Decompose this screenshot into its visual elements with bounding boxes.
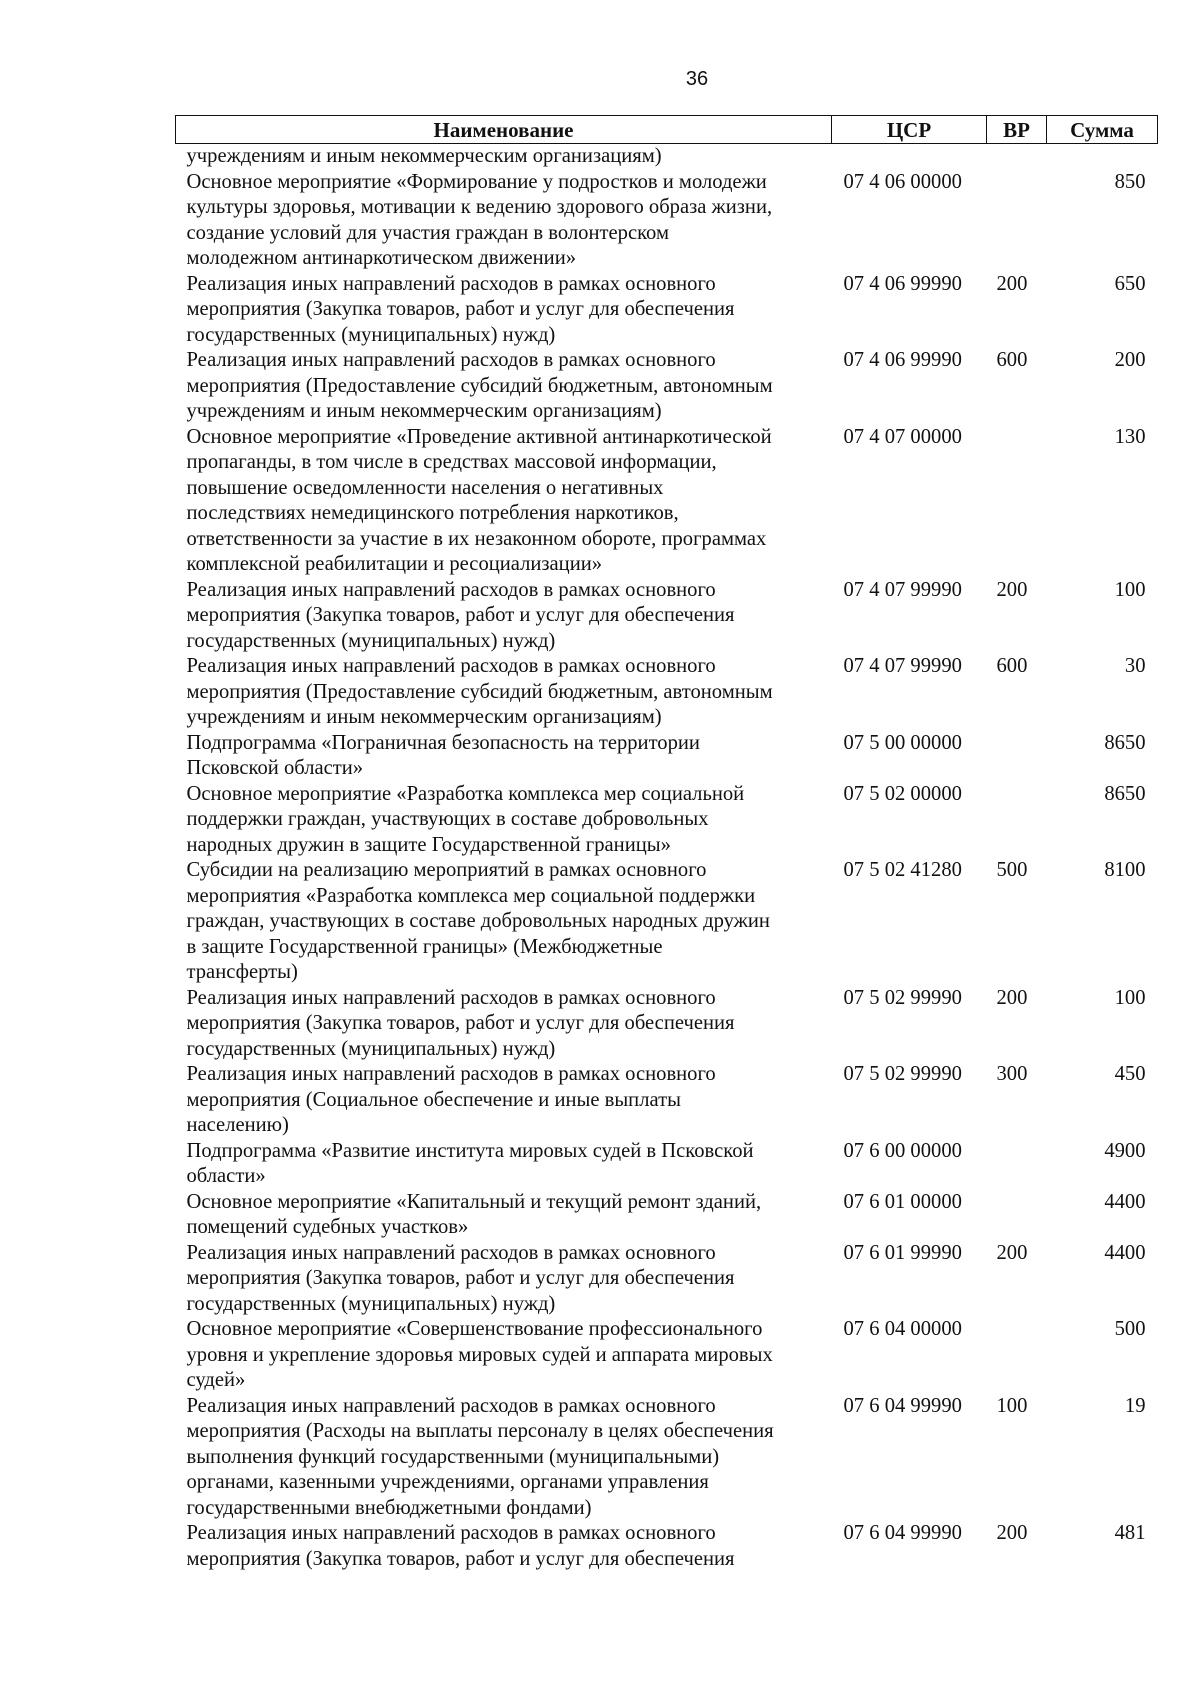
row-name-line: учреждениям и иным некоммерческим организациям) [186,400,662,422]
row-vr [987,1317,1047,1394]
table-row [176,272,1158,349]
row-name [176,170,832,272]
header-csr: ЦСР [832,116,987,144]
row-csr: 07 4 06 99990 [843,272,962,295]
row-name-line: мероприятия (Закупка товаров, работ и услуг для обеспечения [186,1267,735,1289]
row-vr: 100 [996,1394,1028,1417]
row-csr: 07 6 04 00000 [843,1318,962,1340]
table-row [176,858,1158,986]
row-name-line: комплексной реабилитации и ресоциализации» [186,553,603,575]
row-name-line: помещений судебных участков» [186,1216,469,1238]
header-row [176,116,1158,144]
row-name [176,1394,832,1522]
row-name-line: учреждениям и иным некоммерческим организациям) [186,145,662,167]
row-name-line: Основное мероприятие «Проведение активной антинаркотической [186,425,772,448]
row-name-line: уровня и укрепление здоровья мировых судей и аппарата мировых [186,1343,773,1366]
row-sum: 8650 [1104,731,1146,754]
row-name [176,1241,832,1318]
page-number: 36 [685,68,709,90]
row-name [176,1317,832,1394]
row-name-line: мероприятия (Закупка товаров, работ и услуг для обеспечения [186,604,735,626]
row-vr [987,782,1047,859]
table-row [176,425,1158,578]
row-name-line: Реализация иных направлений расходов в рамках основного [186,272,716,295]
row-name-line: государственными внебюджетными фондами) [186,1496,592,1519]
row-name [176,1062,832,1139]
row-name-line: в защите Государственной границы» (Межбюджетные [186,935,663,958]
row-sum: 8650 [1104,782,1146,805]
row-sum: 100 [1114,986,1146,1009]
row-name-line: мероприятия (Предоставление субсидий бюджетным, автономным [186,374,773,397]
budget-table [175,115,1158,1572]
row-name-line: Псковской области» [186,757,364,779]
row-vr: 200 [996,272,1028,295]
row-name [176,272,832,349]
row-name-line: Реализация иных направлений расходов в рамках основного [186,655,716,677]
table-row [176,578,1158,655]
row-name-line: поддержки граждан, участвующих в составе добровольных [186,808,709,830]
row-vr [987,731,1047,782]
row-sum: 130 [1114,425,1146,448]
row-name-line: ответственности за участие в их незаконном обороте, программах [186,527,767,550]
row-name-line: выполнения функций государственными (муниципальными) [186,1445,720,1468]
row-name-line: государственных (муниципальных) нужд) [186,1292,556,1315]
row-vr [987,170,1047,272]
row-sum: 850 [1114,170,1146,193]
table-row [176,1190,1158,1241]
table-row [176,1394,1158,1522]
row-name-line: Основное мероприятие «Формирование у подростков и молодежи [186,170,767,193]
table-row [176,986,1158,1063]
row-name [176,1190,832,1241]
row-name-line: мероприятия (Закупка товаров, работ и услуг для обеспечения [186,1547,735,1570]
row-name [176,654,832,731]
row-name-line: народных дружин в защите Государственной границы» [186,833,671,856]
row-name [176,858,832,986]
row-name-line: Субсидии на реализацию мероприятий в рамках основного [186,859,707,881]
table-row [176,654,1158,731]
header-vr: ВР [987,116,1047,144]
row-name-line: Основное мероприятие «Совершенствование профессионального [186,1318,763,1340]
row-vr: 200 [996,1241,1028,1264]
row-sum: 650 [1114,272,1146,295]
row-name-line: Реализация иных направлений расходов в рамках основного [186,578,716,601]
table-row [176,1241,1158,1318]
row-vr: 200 [996,986,1028,1009]
row-name-line: граждан, участвующих в составе добровольных народных дружин [186,910,770,932]
row-name-line: населению) [186,1114,289,1136]
row-sum [1047,144,1158,170]
row-vr: 600 [996,349,1028,371]
table-row [176,1062,1158,1139]
row-name-line: органами, казенными учреждениями, органами управления [186,1471,709,1493]
row-name-line: культуры здоровья, мотивации к ведению здорового образа жизни, [186,196,773,218]
row-csr: 07 4 06 00000 [843,170,962,193]
row-name-line: мероприятия (Социальное обеспечение и иные выплаты [186,1088,681,1111]
row-csr: 07 4 07 99990 [843,655,962,677]
row-vr [987,1190,1047,1241]
row-name-line: государственных (муниципальных) нужд) [186,323,556,346]
row-name-line: Реализация иных направлений расходов в рамках основного [186,1522,716,1544]
row-name-line: трансферты) [186,961,298,983]
row-csr: 07 5 00 00000 [843,731,962,754]
row-name-line: Подпрограмма «Пограничная безопасность на территории [186,731,700,754]
row-name-line: повышение осведомленности населения о негативных [186,476,664,499]
row-name-line: Реализация иных направлений расходов в рамках основного [186,986,716,1009]
row-csr: 07 6 01 99990 [843,1241,962,1264]
table-header [176,116,1158,144]
row-csr: 07 5 02 99990 [843,1063,962,1085]
row-name-line: судей» [186,1369,246,1391]
row-name [176,578,832,655]
row-name-line: государственных (муниципальных) нужд) [186,1037,556,1060]
row-name-line: мероприятия (Расходы на выплаты персоналу в целях обеспечения [186,1420,774,1442]
row-csr: 07 4 07 99990 [843,578,962,601]
row-name [176,1521,832,1572]
table-row [176,144,1158,170]
row-name-line: мероприятия (Закупка товаров, работ и услуг для обеспечения [186,1012,735,1034]
row-sum: 4400 [1104,1241,1146,1264]
row-vr [987,425,1047,578]
row-name-line: Реализация иных направлений расходов в рамках основного [186,1241,716,1264]
budget-table-container [175,115,1157,1572]
row-name-line: Реализация иных направлений расходов в рамках основного [186,1063,716,1085]
row-name-line: мероприятия (Предоставление субсидий бюджетным, автономным [186,680,773,703]
row-sum: 500 [1114,1318,1146,1340]
row-csr: 07 6 04 99990 [843,1394,962,1417]
row-sum: 4400 [1104,1190,1146,1213]
row-name-line: Основное мероприятие «Разработка комплекса мер социальной [186,782,745,805]
table-row [176,1521,1158,1572]
header-name: Наименование [176,116,832,144]
row-csr: 07 5 02 99990 [843,986,962,1009]
row-name [176,782,832,859]
row-vr: 200 [996,578,1028,601]
row-name [176,425,832,578]
table-body [176,144,1158,1573]
row-csr: 07 4 06 99990 [843,349,962,371]
row-vr: 300 [996,1063,1028,1085]
row-name-line: мероприятия (Закупка товаров, работ и услуг для обеспечения [186,298,735,320]
row-vr [987,1139,1047,1190]
row-name-line: последствиях немедицинского потребления наркотиков, [186,502,679,524]
row-name-line: создание условий для участия граждан в волонтерском [186,221,669,244]
row-sum: 100 [1114,578,1146,601]
row-name-line: пропаганды, в том числе в средствах массовой информации, [186,451,717,473]
row-csr: 07 6 04 99990 [843,1522,962,1544]
row-name [176,144,832,170]
row-csr: 07 6 00 00000 [843,1139,962,1162]
row-sum: 30 [1124,655,1146,677]
table-row [176,348,1158,425]
row-name-line: учреждениям и иным некоммерческим организациям) [186,706,662,728]
row-sum: 4900 [1104,1139,1146,1162]
row-name-line: Основное мероприятие «Капитальный и текущий ремонт зданий, [186,1190,762,1213]
row-csr: 07 5 02 00000 [843,782,962,805]
row-sum: 481 [1114,1522,1146,1544]
row-vr: 500 [996,859,1028,881]
row-csr: 07 6 01 00000 [843,1190,962,1213]
row-sum: 19 [1124,1394,1146,1417]
row-vr: 200 [996,1522,1028,1544]
row-vr [987,144,1047,170]
row-name [176,986,832,1063]
row-csr: 07 5 02 41280 [843,859,962,881]
table-row [176,1317,1158,1394]
row-name-line: Подпрограмма «Развитие института мировых судей в Псковской [186,1139,754,1162]
table-row [176,170,1158,272]
row-name-line: Реализация иных направлений расходов в рамках основного [186,1394,716,1417]
row-name [176,348,832,425]
table-row [176,1139,1158,1190]
row-name [176,731,832,782]
table-row [176,782,1158,859]
row-csr: 07 4 07 00000 [843,425,962,448]
table-row [176,731,1158,782]
row-csr [832,144,987,170]
row-name-line: мероприятия «Разработка комплекса мер социальной поддержки [186,884,756,907]
row-sum: 450 [1114,1063,1146,1085]
row-sum: 200 [1114,349,1146,371]
row-name-line: молодежном антинаркотическом движении» [186,247,577,269]
row-name-line: области» [186,1165,266,1187]
row-sum: 8100 [1104,859,1146,881]
header-sum: Сумма [1047,116,1158,144]
row-name-line: государственных (муниципальных) нужд) [186,629,556,652]
row-name-line: Реализация иных направлений расходов в рамках основного [186,349,716,371]
row-name [176,1139,832,1190]
row-vr: 600 [996,655,1028,677]
